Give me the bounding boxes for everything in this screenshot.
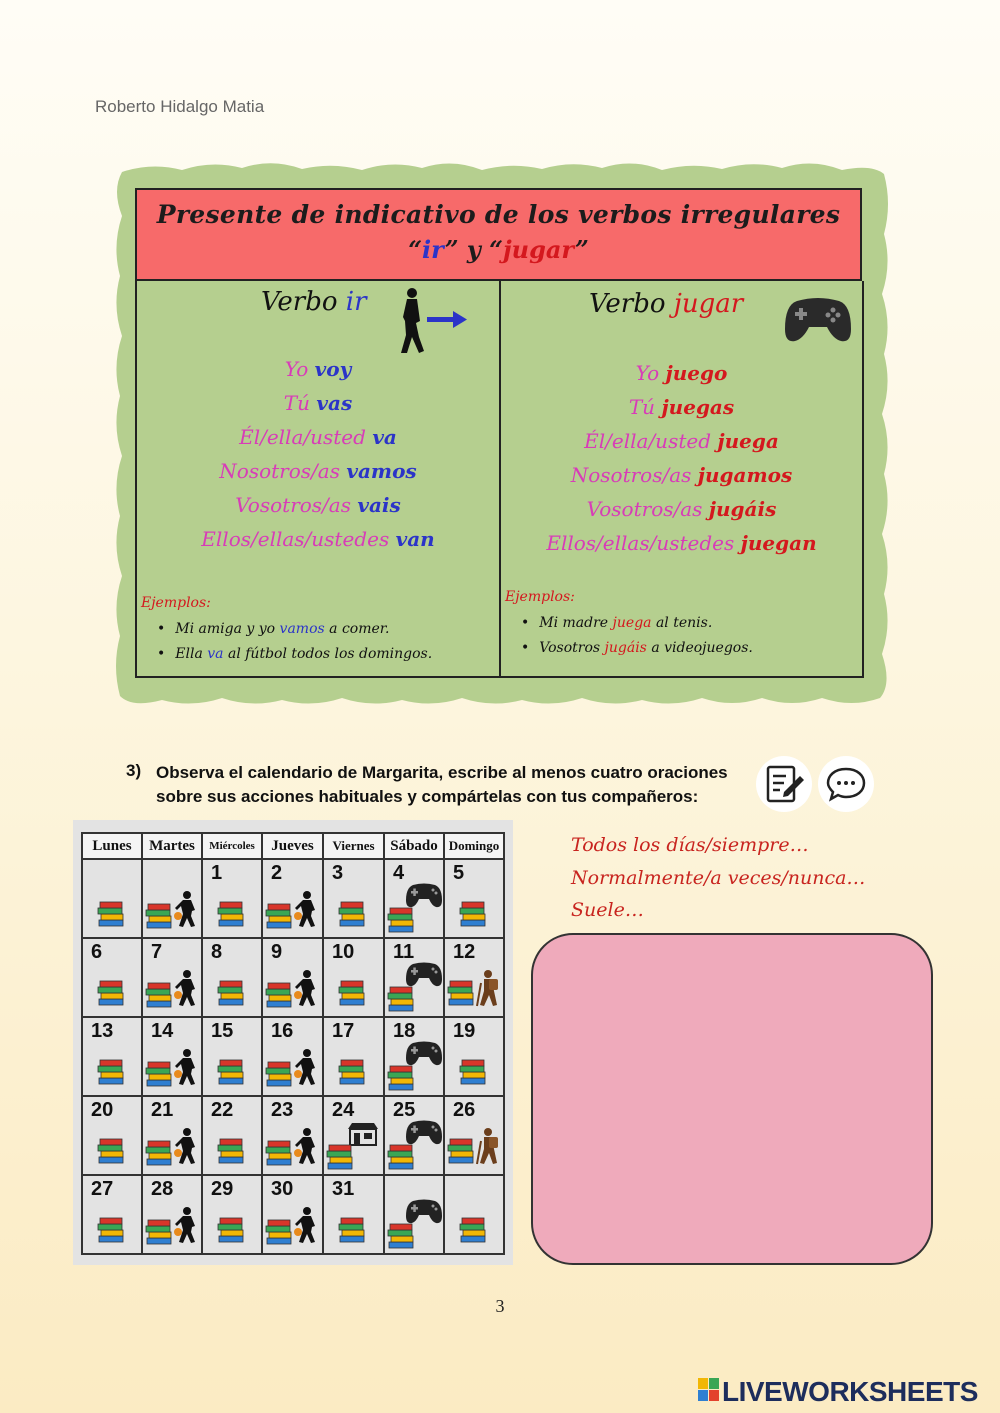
- calendar-day-cell: [142, 859, 202, 938]
- example-highlight: jugáis: [604, 640, 647, 656]
- examples-label-ir: Ejemplos:: [141, 595, 211, 611]
- gamepad-icon: [783, 295, 853, 345]
- speech-bubble-icon: [818, 756, 874, 812]
- example-jugar-2: [521, 640, 753, 656]
- books-icon: [387, 1062, 417, 1092]
- calendar: [73, 820, 513, 1265]
- day-number: 23: [271, 1099, 294, 1121]
- verb-ir-heading: [261, 287, 367, 317]
- title-ir: ir: [422, 235, 445, 264]
- conj-row-6: [137, 527, 499, 551]
- example-highlight: va: [207, 646, 224, 662]
- basketball-player-icon: [173, 1206, 199, 1244]
- books-icon: [447, 977, 477, 1007]
- conj-row-3: [137, 425, 499, 449]
- day-header-viernes: Viernes: [323, 833, 384, 859]
- pronoun: Yo: [635, 361, 660, 385]
- hint-line-3: Suele…: [571, 899, 644, 921]
- verb-form: vais: [357, 493, 401, 517]
- calendar-header-row: [82, 833, 504, 859]
- example-highlight: juega: [612, 615, 652, 631]
- calendar-day-cell: [384, 859, 444, 938]
- basketball-player-icon: [293, 1048, 319, 1086]
- calendar-day-cell: [82, 1175, 142, 1254]
- day-number: 12: [453, 941, 476, 963]
- calendar-day-cell: [384, 1096, 444, 1175]
- exercise-number: 3): [126, 761, 142, 780]
- day-number: 16: [271, 1020, 294, 1042]
- day-number: 31: [332, 1178, 355, 1200]
- books-icon: [387, 1141, 417, 1171]
- pronoun: Tú: [283, 391, 311, 415]
- books-icon: [217, 1135, 247, 1165]
- example-text: a comer.: [329, 621, 390, 637]
- books-icon: [217, 977, 247, 1007]
- calendar-day-cell: [323, 859, 384, 938]
- page-number: 3: [495, 1296, 505, 1316]
- example-text: a videojuegos.: [651, 640, 753, 656]
- conj-row-3: [501, 429, 862, 453]
- pronoun: Nosotros/as: [219, 459, 340, 483]
- basketball-player-icon: [293, 890, 319, 928]
- hint-line-1: Todos los días/siempre…: [571, 834, 809, 856]
- column-jugar: [499, 281, 864, 678]
- day-number: 28: [151, 1178, 174, 1200]
- day-number: 18: [393, 1020, 416, 1042]
- books-icon: [338, 977, 368, 1007]
- pronoun: Vosotros/as: [235, 493, 351, 517]
- example-highlight: vamos: [279, 621, 325, 637]
- pronoun: Yo: [284, 357, 309, 381]
- calendar-day-cell: [202, 1096, 262, 1175]
- day-number: 24: [332, 1099, 355, 1121]
- books-icon: [265, 900, 295, 930]
- day-number: 14: [151, 1020, 174, 1042]
- calendar-day-cell: [82, 859, 142, 938]
- day-number: 20: [91, 1099, 114, 1121]
- basketball-player-icon: [173, 1127, 199, 1165]
- hiker-icon: [475, 1127, 501, 1165]
- exercise-instructions: [156, 761, 756, 809]
- basketball-player-icon: [293, 1206, 319, 1244]
- calendar-day-cell: [82, 1096, 142, 1175]
- books-icon: [265, 979, 295, 1009]
- title-jugar: jugar: [502, 235, 575, 264]
- liveworksheets-wordmark: LIVEWORKSHEETS: [722, 1376, 978, 1407]
- calendar-day-cell: [262, 859, 323, 938]
- pronoun: Ellos/ellas/ustedes: [201, 527, 390, 551]
- calendar-day-cell: [202, 938, 262, 1017]
- verb-form: juego: [665, 361, 728, 385]
- calendar-day-cell: [262, 1175, 323, 1254]
- calendar-day-cell: [444, 1175, 504, 1254]
- calendar-day-cell: [444, 1017, 504, 1096]
- books-icon: [145, 900, 175, 930]
- verb-form: vas: [316, 391, 353, 415]
- books-icon: [387, 983, 417, 1013]
- example-text: Ella: [175, 646, 203, 662]
- pronoun: Ellos/ellas/ustedes: [546, 531, 735, 555]
- example-text: Mi madre: [539, 615, 609, 631]
- example-jugar-1: [521, 615, 712, 631]
- books-icon: [145, 979, 175, 1009]
- column-ir: [135, 281, 501, 678]
- instruction-line-2: sobre sus acciones habituales y compártelas con tus compañeros:: [156, 787, 699, 806]
- calendar-day-cell: [384, 1175, 444, 1254]
- verb-form: juegan: [740, 531, 817, 555]
- pronoun: Él/ella/usted: [584, 429, 712, 453]
- day-number: 13: [91, 1020, 114, 1042]
- basketball-player-icon: [293, 1127, 319, 1165]
- books-icon: [97, 898, 127, 928]
- speech-icon-badge: [818, 756, 874, 812]
- day-number: 7: [151, 941, 163, 963]
- write-icon: [756, 756, 812, 812]
- day-number: 6: [91, 941, 103, 963]
- day-number: 5: [453, 862, 465, 884]
- conj-row-1: [501, 361, 862, 385]
- verb-form: voy: [314, 357, 352, 381]
- calendar-day-cell: [444, 938, 504, 1017]
- day-number: 8: [211, 941, 223, 963]
- basketball-player-icon: [173, 969, 199, 1007]
- walking-person-icon: [395, 287, 469, 355]
- calendar-table: [81, 832, 505, 1255]
- books-icon: [459, 1214, 489, 1244]
- author-name: Roberto Hidalgo Matia: [95, 97, 265, 116]
- verb-form: vamos: [346, 459, 417, 483]
- pronoun: Él/ella/usted: [239, 425, 366, 449]
- quote-open: “: [408, 235, 423, 264]
- calendar-day-cell: [323, 1175, 384, 1254]
- books-icon: [326, 1141, 356, 1171]
- calendar-day-cell: [202, 859, 262, 938]
- calendar-week-row: [82, 1096, 504, 1175]
- day-number: 4: [393, 862, 405, 884]
- pronoun: Tú: [628, 395, 656, 419]
- example-text: al fútbol todos los domingos.: [227, 646, 433, 662]
- calendar-day-cell: [142, 1096, 202, 1175]
- books-icon: [145, 1137, 175, 1167]
- examples-label-jugar: Ejemplos:: [505, 589, 575, 605]
- books-icon: [338, 1214, 368, 1244]
- day-header-lunes: Lunes: [82, 833, 142, 859]
- verb-ir: ir: [345, 287, 367, 317]
- conj-row-4: [137, 459, 499, 483]
- hint-line-2: Normalmente/a veces/nunca…: [571, 867, 866, 889]
- books-icon: [97, 977, 127, 1007]
- example-ir-1: [157, 621, 389, 637]
- conj-row-4: [501, 463, 862, 487]
- basketball-player-icon: [173, 890, 199, 928]
- basketball-player-icon: [173, 1048, 199, 1086]
- conj-row-5: [501, 497, 862, 521]
- books-icon: [217, 1214, 247, 1244]
- verb-jugar: jugar: [673, 289, 744, 319]
- books-icon: [217, 898, 247, 928]
- verb-table-card: [135, 188, 864, 678]
- calendar-day-cell: [202, 1175, 262, 1254]
- books-icon: [265, 1058, 295, 1088]
- day-number: 19: [453, 1020, 476, 1042]
- calendar-day-cell: [262, 938, 323, 1017]
- title-line-2: [137, 235, 860, 264]
- books-icon: [145, 1216, 175, 1246]
- instruction-line-1: Observa el calendario de Margarita, escribe al menos cuatro oraciones: [156, 763, 728, 782]
- day-number: 11: [393, 941, 415, 963]
- day-number: 26: [453, 1099, 476, 1121]
- card-title: [135, 188, 862, 281]
- books-icon: [97, 1056, 127, 1086]
- books-icon: [97, 1214, 127, 1244]
- liveworksheets-logo-mark: [698, 1376, 720, 1404]
- day-number: 27: [91, 1178, 114, 1200]
- calendar-day-cell: [142, 1017, 202, 1096]
- books-icon: [97, 1135, 127, 1165]
- answer-text-area[interactable]: [531, 933, 933, 1265]
- calendar-day-cell: [262, 1017, 323, 1096]
- hiker-icon: [475, 969, 501, 1007]
- day-number: 22: [211, 1099, 234, 1121]
- day-header-jueves: Jueves: [262, 833, 323, 859]
- calendar-day-cell: [82, 1017, 142, 1096]
- calendar-day-cell: [323, 1096, 384, 1175]
- day-number: 15: [211, 1020, 234, 1042]
- verb-label: Verbo: [261, 287, 338, 317]
- calendar-day-cell: [82, 938, 142, 1017]
- quote-mid: ” y “: [444, 235, 503, 264]
- day-header-domingo: Domingo: [444, 833, 504, 859]
- conj-row-2: [137, 391, 499, 415]
- day-number: 29: [211, 1178, 234, 1200]
- calendar-week-row: [82, 938, 504, 1017]
- calendar-week-row: [82, 859, 504, 938]
- day-header-miercoles: Miércoles: [202, 833, 262, 859]
- conj-row-5: [137, 493, 499, 517]
- calendar-day-cell: [384, 1017, 444, 1096]
- pronoun: Nosotros/as: [570, 463, 692, 487]
- pronoun: Vosotros/as: [586, 497, 703, 521]
- books-icon: [145, 1058, 175, 1088]
- day-number: 1: [211, 862, 223, 884]
- books-icon: [338, 898, 368, 928]
- example-text: Vosotros: [539, 640, 601, 656]
- conj-row-6: [501, 531, 862, 555]
- calendar-day-cell: [142, 1175, 202, 1254]
- books-icon: [459, 1056, 489, 1086]
- day-number: 2: [271, 862, 283, 884]
- conj-row-1: [137, 357, 499, 381]
- day-number: 9: [271, 941, 283, 963]
- verb-form: va: [372, 425, 397, 449]
- verb-form: van: [395, 527, 435, 551]
- day-number: 17: [332, 1020, 355, 1042]
- example-text: al tenis.: [655, 615, 713, 631]
- calendar-day-cell: [444, 1096, 504, 1175]
- verb-jugar-heading: [589, 289, 743, 319]
- conj-row-2: [501, 395, 862, 419]
- calendar-day-cell: [444, 859, 504, 938]
- verb-form: juega: [717, 429, 779, 453]
- day-number: 30: [271, 1178, 294, 1200]
- example-ir-2: [157, 646, 432, 662]
- calendar-week-row: [82, 1017, 504, 1096]
- day-number: 10: [332, 941, 355, 963]
- day-number: 3: [332, 862, 344, 884]
- calendar-day-cell: [323, 1017, 384, 1096]
- day-header-martes: Martes: [142, 833, 202, 859]
- books-icon: [459, 898, 489, 928]
- title-line-1: Presente de indicativo de los verbos irregulares: [156, 200, 841, 229]
- books-icon: [447, 1135, 477, 1165]
- day-header-sabado: Sábado: [384, 833, 444, 859]
- day-number: 21: [151, 1099, 174, 1121]
- example-text: Mi amiga y yo: [175, 621, 276, 637]
- calendar-day-cell: [262, 1096, 323, 1175]
- day-number: 25: [393, 1099, 416, 1121]
- verb-form: jugáis: [708, 497, 777, 521]
- basketball-player-icon: [293, 969, 319, 1007]
- books-icon: [217, 1056, 247, 1086]
- books-icon: [387, 904, 417, 934]
- books-icon: [387, 1220, 417, 1250]
- books-icon: [265, 1137, 295, 1167]
- calendar-day-cell: [384, 938, 444, 1017]
- quote-close: ”: [574, 235, 589, 264]
- write-icon-badge: [756, 756, 812, 812]
- liveworksheets-logo: [698, 1376, 978, 1409]
- calendar-day-cell: [142, 938, 202, 1017]
- verb-form: jugamos: [697, 463, 793, 487]
- calendar-day-cell: [323, 938, 384, 1017]
- calendar-week-row: [82, 1175, 504, 1254]
- verb-label: Verbo: [589, 289, 666, 319]
- verb-form: juegas: [661, 395, 735, 419]
- calendar-day-cell: [202, 1017, 262, 1096]
- books-icon: [265, 1216, 295, 1246]
- books-icon: [338, 1056, 368, 1086]
